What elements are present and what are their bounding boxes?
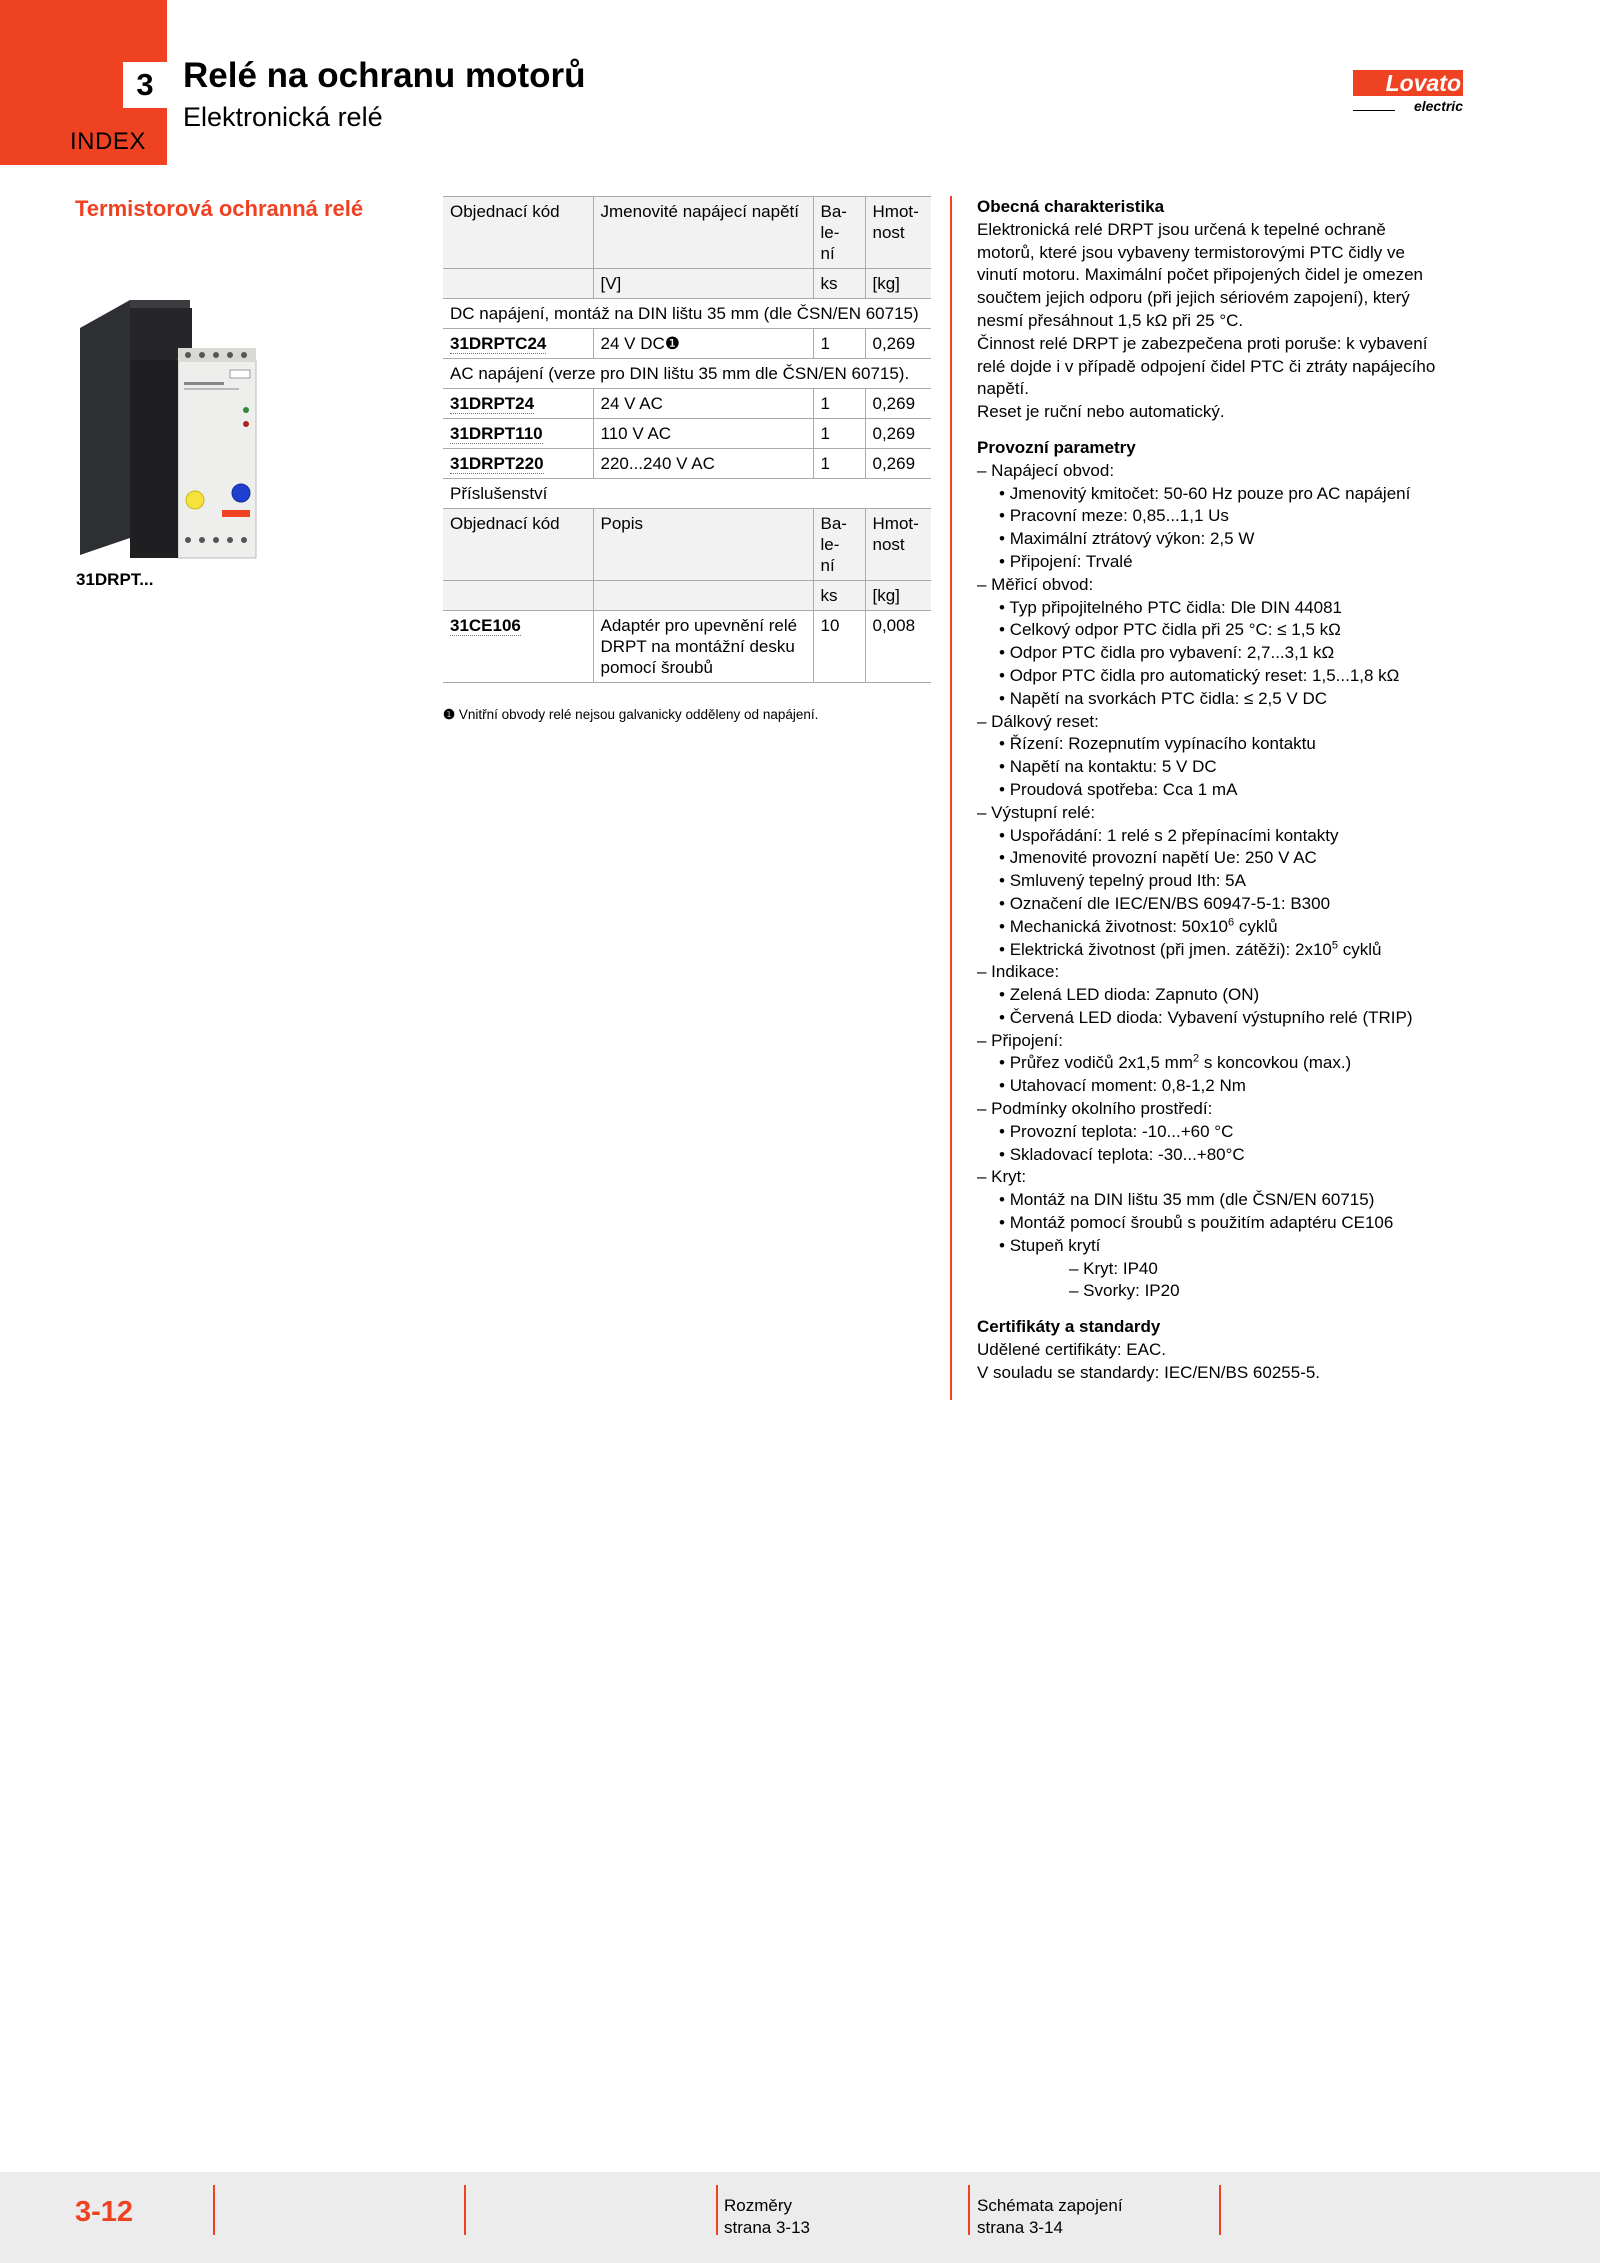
list-item: • Stupeň krytí xyxy=(999,1235,1101,1255)
order-code[interactable]: 31CE106 xyxy=(443,611,593,683)
footer-separator xyxy=(968,2185,970,2235)
table-units-row xyxy=(443,269,931,299)
unit-code xyxy=(443,269,593,299)
unit-code xyxy=(443,581,593,611)
group-heading: – Měřicí obvod: xyxy=(977,574,1094,594)
list-item: • Průřez vodičů 2x1,5 $mm^2$ s koncovkou (max.) xyxy=(999,1052,1352,1073)
group-heading: – Dálkový reset: xyxy=(977,711,1099,731)
dimensions-label: Rozměry xyxy=(724,2196,793,2215)
pack: 10 xyxy=(813,611,865,683)
col-header-weight: Hmot- nost xyxy=(865,509,931,581)
voltage: 110 V AC xyxy=(593,419,813,449)
unit-pack: ks xyxy=(813,581,865,611)
list-item: • Smluvený tepelný proud Ith: 5A xyxy=(999,871,1246,891)
general-line: vinutí motoru. Maximální počet připojených čidel je omezen xyxy=(977,265,1423,285)
pack: 1 xyxy=(813,449,865,479)
general-line: relé dojde i v případě odpojení čidel PTC či ztráty napájecího xyxy=(977,356,1436,376)
voltage: 24 V AC xyxy=(593,389,813,419)
table-row xyxy=(443,611,931,683)
footer-separator xyxy=(1219,2185,1221,2235)
sub-item: – Kryt: IP40 xyxy=(1069,1258,1158,1278)
pack: 1 xyxy=(813,329,865,359)
list-item: • Skladovací teplota: -30...+80°C xyxy=(999,1144,1245,1164)
general-line: Elektronická relé DRPT jsou určená k tepelné ochraně xyxy=(977,219,1386,239)
dc-section-label: DC napájení, montáž na DIN lištu 35 mm (dle ČSN/EN 60715) xyxy=(443,299,931,329)
col-header-code: Objednací kód xyxy=(443,509,593,581)
ordering-table xyxy=(443,196,931,683)
table-header-row xyxy=(443,509,931,581)
order-code[interactable]: 31DRPT110 xyxy=(443,419,593,449)
accessories-section-label: Příslušenství xyxy=(443,479,931,509)
list-item: • Elektrická životnost (při jmen. zátěži): $2x10^5$ cyklů xyxy=(999,938,1382,959)
list-item: • Provozní teplota: -10...+60 °C xyxy=(999,1121,1234,1141)
col-header-code: Objednací kód xyxy=(443,197,593,269)
column-divider xyxy=(950,196,952,1400)
order-code[interactable]: 31DRPTC24 xyxy=(443,329,593,359)
weight: 0,269 xyxy=(865,389,931,419)
list-item: • Zelená LED dioda: Zapnuto (ON) xyxy=(999,985,1260,1005)
weight: 0,008 xyxy=(865,611,931,683)
unit-desc xyxy=(593,581,813,611)
table-units-row xyxy=(443,581,931,611)
list-item: • Mechanická životnost: $50x10^6$ cyklů xyxy=(999,916,1278,936)
list-item: • Pracovní meze: 0,85...1,1 Us xyxy=(999,506,1229,526)
chapter-number: 3 xyxy=(123,62,167,108)
unit-weight: [kg] xyxy=(865,269,931,299)
unit-pack: ks xyxy=(813,269,865,299)
certs-heading: Certifikáty a standardy xyxy=(977,1317,1161,1337)
dimensions-page: strana 3-13 xyxy=(724,2218,810,2237)
logo-subtext: electric xyxy=(1413,98,1463,114)
table-header-row xyxy=(443,197,931,269)
table-row xyxy=(443,449,931,479)
description-column xyxy=(977,196,1477,1385)
pack: 1 xyxy=(813,389,865,419)
list-item: • Jmenovité provozní napětí Ue: 250 V AC xyxy=(999,848,1317,868)
section-title: Termistorová ochranná relé xyxy=(75,196,364,221)
list-item: • Jmenovitý kmitočet: 50-60 Hz pouze pro AC napájení xyxy=(999,483,1411,503)
order-code[interactable]: 31DRPT24 xyxy=(443,389,593,419)
unit-voltage: [V] xyxy=(593,269,813,299)
table-footnote xyxy=(443,707,933,723)
table-row xyxy=(443,419,931,449)
voltage: 220...240 V AC xyxy=(593,449,813,479)
group-heading: – Podmínky okolního prostředí: xyxy=(977,1099,1213,1119)
wiring-label: Schémata zapojení xyxy=(977,2196,1123,2215)
wiring-page: strana 3-14 xyxy=(977,2218,1063,2237)
list-item: • Červená LED dioda: Vybavení výstupního relé (TRIP) xyxy=(999,1007,1413,1027)
footer-separator xyxy=(213,2185,215,2235)
list-item: • Odpor PTC čidla pro vybavení: 2,7...3,1 kΩ xyxy=(999,643,1335,663)
logo-wordmark: Lovato xyxy=(1353,70,1463,96)
ac-section-label: AC napájení (verze pro DIN lištu 35 mm dle ČSN/EN 60715). xyxy=(443,359,931,389)
general-line: motorů, které jsou vybaveny termistorovými PTC čidly ve xyxy=(977,242,1405,262)
table-section-row xyxy=(443,479,931,509)
list-item: • Typ připojitelného PTC čidla: Dle DIN 44081 xyxy=(999,597,1342,617)
table-section-row xyxy=(443,359,931,389)
page-title: Relé na ochranu motorů xyxy=(183,56,586,95)
group-heading: – Připojení: xyxy=(977,1030,1063,1050)
index-link[interactable]: INDEX xyxy=(70,128,146,155)
table-row xyxy=(443,329,931,359)
table-section-row xyxy=(443,299,931,329)
certs-line: Udělené certifikáty: EAC. xyxy=(977,1340,1166,1360)
sub-item: – Svorky: IP20 xyxy=(1069,1281,1180,1301)
order-code[interactable]: 31DRPT220 xyxy=(443,449,593,479)
logo-underline xyxy=(1353,110,1395,111)
pack: 1 xyxy=(813,419,865,449)
wiring-diagrams-link[interactable] xyxy=(977,2195,1123,2239)
group-heading: – Indikace: xyxy=(977,962,1060,982)
list-item: • Proudová spotřeba: Cca 1 mA xyxy=(999,779,1238,799)
col-header-pack: Ba- le- ní xyxy=(813,509,865,581)
list-item: • Uspořádání: 1 relé s 2 přepínacími kontakty xyxy=(999,825,1339,845)
col-header-pack: Ba- le- ní xyxy=(813,197,865,269)
general-line: Reset je ruční nebo automatický. xyxy=(977,402,1225,422)
footer-separator xyxy=(464,2185,466,2235)
page-number: 3-12 xyxy=(75,2196,134,2228)
unit-weight: [kg] xyxy=(865,581,931,611)
list-item: • Utahovací moment: 0,8-1,2 Nm xyxy=(999,1076,1246,1096)
general-line: nesmí přesáhnout 1,5 kΩ při 25 °C. xyxy=(977,310,1244,330)
list-item: • Řízení: Rozepnutím vypínacího kontaktu xyxy=(999,734,1316,754)
general-line: napětí. xyxy=(977,379,1029,399)
weight: 0,269 xyxy=(865,419,931,449)
group-heading: – Kryt: xyxy=(977,1167,1027,1187)
general-heading: Obecná charakteristika xyxy=(977,197,1165,216)
list-item: • Montáž na DIN lištu 35 mm (dle ČSN/EN 60715) xyxy=(999,1190,1375,1210)
operational-heading: Provozní parametry xyxy=(977,437,1136,457)
product-caption: 31DRPT... xyxy=(76,570,154,589)
certs-line: V souladu se standardy: IEC/EN/BS 60255-5. xyxy=(977,1362,1321,1382)
footnote-marker-icon: ❶ xyxy=(443,707,456,722)
voltage: 24 V DC❶ xyxy=(593,329,813,359)
lovato-logo xyxy=(1353,70,1463,114)
description: Adaptér pro upevnění relé DRPT na montážní desku pomocí šroubů xyxy=(593,611,813,683)
footnote-text: Vnitřní obvody relé nejsou galvanicky odděleny od napájení. xyxy=(458,707,819,722)
weight: 0,269 xyxy=(865,329,931,359)
list-item: • Odpor PTC čidla pro automatický reset: 1,5...1,8 kΩ xyxy=(999,665,1400,685)
list-item: • Napětí na kontaktu: 5 V DC xyxy=(999,757,1217,777)
list-item: • Maximální ztrátový výkon: 2,5 W xyxy=(999,529,1255,549)
list-item: • Napětí na svorkách PTC čidla: ≤ 2,5 V DC xyxy=(999,688,1328,708)
list-item: • Celkový odpor PTC čidla při 25 °C: ≤ 1,5 kΩ xyxy=(999,620,1341,640)
col-header-weight: Hmot- nost xyxy=(865,197,931,269)
list-item: • Připojení: Trvalé xyxy=(999,551,1133,571)
dimensions-link[interactable] xyxy=(724,2195,810,2239)
footer-separator xyxy=(716,2185,718,2235)
page-subtitle: Elektronická relé xyxy=(183,102,383,132)
product-image-relay xyxy=(70,300,260,560)
group-heading: – Výstupní relé: xyxy=(977,802,1096,822)
group-heading: – Napájecí obvod: xyxy=(977,460,1115,480)
weight: 0,269 xyxy=(865,449,931,479)
list-item: • Označení dle IEC/EN/BS 60947-5-1: B300 xyxy=(999,893,1331,913)
col-header-voltage: Jmenovité napájecí napětí xyxy=(593,197,813,269)
col-header-desc: Popis xyxy=(593,509,813,581)
general-line: Činnost relé DRPT je zabezpečena proti poruše: k vybavení xyxy=(977,333,1428,353)
table-row xyxy=(443,389,931,419)
general-line: součtem jejich odporu (při jejich sériovém zapojení), který xyxy=(977,288,1410,308)
list-item: • Montáž pomocí šroubů s použitím adaptéru CE106 xyxy=(999,1213,1394,1233)
